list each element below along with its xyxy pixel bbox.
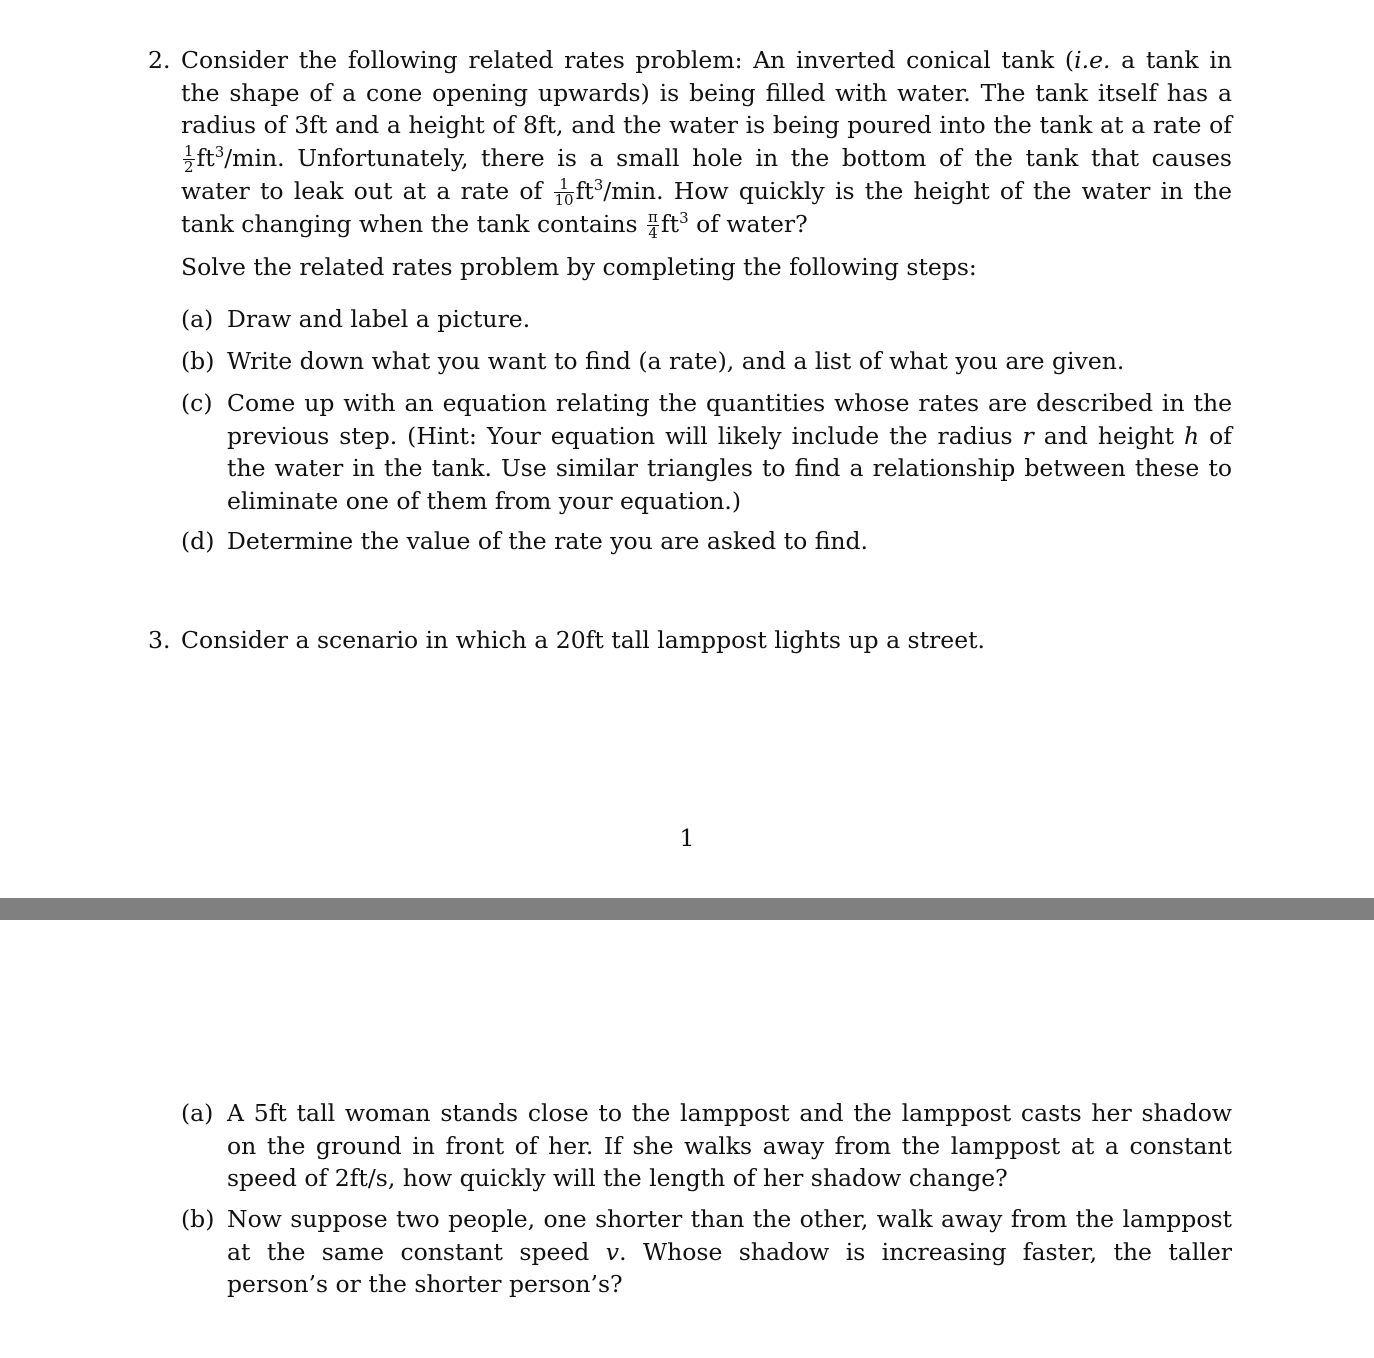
list-item: (d) Determine the value of the rate you are asked to find. (181, 527, 869, 555)
instruction: Solve the related rates problem by completing the following steps: (181, 252, 977, 281)
problem-3 (148, 624, 1232, 657)
list-item: (a) A 5ft tall woman stands close to the lamppost and the lamppost casts her shadow on the ground in front of her. If she walks away from the lamppost at a constant speed of 2ft/s, how quickly will the length of her shadow change? (181, 1099, 1232, 1192)
fraction: $\frac{1}{10}$ (554, 174, 574, 209)
problem-2 (148, 44, 1232, 283)
fraction: $\frac{\pi}{4}$ (648, 207, 658, 242)
page-number: 1 (679, 824, 695, 852)
problem-number: 2. (148, 46, 171, 74)
list-item: (c) Come up with an equation relating the quantities whose rates are described in the previous step. (Hint: Your equation will likely include the radius r and height h of the water in the tank. Use similar triangles to find a relationship between these to eliminate one of them from your equation.) (181, 389, 1232, 515)
list-item: (b) Write down what you want to find (a rate), and a list of what you are given. (181, 347, 1125, 375)
list-item: (b) Now suppose two people, one shorter than the other, walk away from the lamppost at the same constant speed v. Whose shadow is increasing faster, the taller person’s or the shorter person’s? (181, 1205, 1232, 1298)
problem-text: Consider a scenario in which a 20ft tall lamppost lights up a street. (181, 626, 986, 654)
list-item: (a) Draw and label a picture. (181, 305, 531, 333)
page-separator (0, 898, 1374, 920)
problem-text: Consider the following related rates problem: An inverted conical tank (i.e. a tank in the shape of a cone opening upwards) is being filled with water. The tank itself has a radius of 3ft and a height of 8ft, and the water is being poured into the tank at a rate of $\frac{1}{2}$ $ft^3/\min$. Unfortunately, there is a small hole in the bottom of the tank that causes water to leak out at a rate of $\frac{1}{10}$ $ft^3/\min$. How quickly is the height of the water in the tank changing when the tank contains $\frac{\pi}{4}$ $ft^3$ of water? (181, 46, 1232, 242)
page-2 (0, 920, 1374, 1358)
fraction: $\frac{1}{2}$ (184, 141, 194, 176)
problem-number: 3. (148, 626, 171, 654)
